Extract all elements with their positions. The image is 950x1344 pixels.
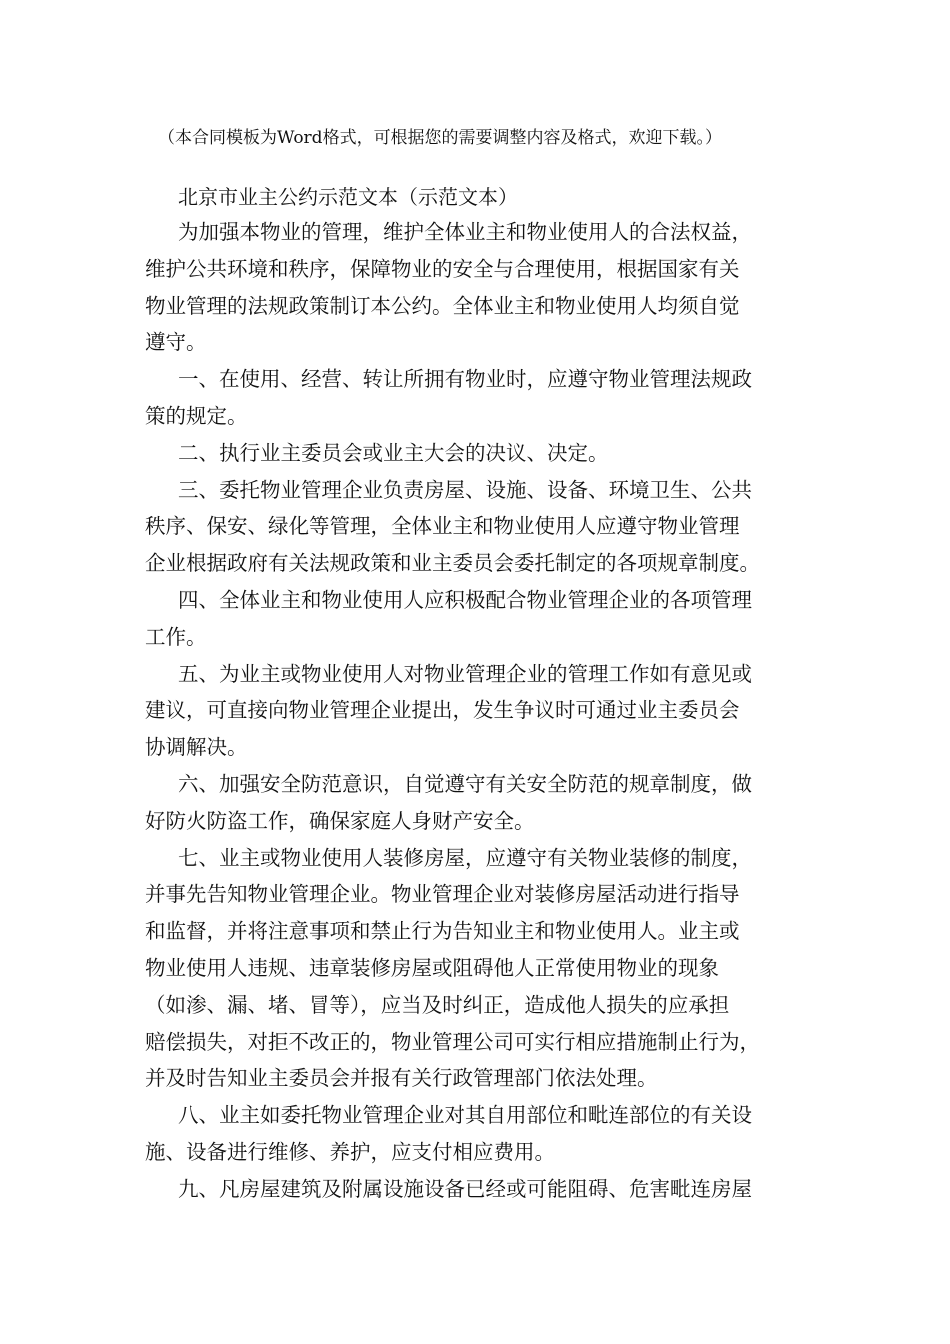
document-title: 北京市业主公约示范文本（示范文本） (178, 185, 518, 209)
paragraph-line: 遵守。 (145, 330, 207, 355)
clause-7-line: 并及时告知业主委员会并报有关行政管理部门依法处理。 (145, 1066, 658, 1091)
clause-8-line: 八、业主如委托物业管理企业对其自用部位和毗连部位的有关设 (178, 1103, 752, 1128)
document-body (145, 214, 805, 1208)
clause-7-line: 和监督，并将注意事项和禁止行为告知业主和物业使用人。业主或 (145, 919, 740, 944)
clause-6-line: 好防火防盗工作，确保家庭人身财产安全。 (145, 808, 535, 833)
clause-6-line: 六、加强安全防范意识，自觉遵守有关安全防范的规章制度，做 (178, 771, 752, 796)
paragraph-line: 物业管理的法规政策制订本公约。全体业主和物业使用人均须自觉 (145, 293, 740, 318)
clause-4-line: 四、全体业主和物业使用人应积极配合物业管理企业的各项管理 (178, 587, 752, 612)
clause-1-line: 策的规定。 (145, 403, 248, 428)
clause-5-line: 协调解决。 (145, 735, 248, 760)
paragraph-line: 维护公共环境和秩序，保障物业的安全与合理使用，根据国家有关 (145, 256, 740, 281)
clause-8-line: 施、设备进行维修、养护，应支付相应费用。 (145, 1139, 555, 1164)
paragraph-line: 为加强本物业的管理，维护全体业主和物业使用人的合法权益， (178, 220, 752, 244)
clause-5-line: 建议，可直接向物业管理企业提出，发生争议时可通过业主委员会 (145, 698, 740, 723)
clause-7-line: 并事先告知物业管理企业。物业管理企业对装修房屋活动进行指导 (145, 882, 740, 907)
clause-7-line: 七、业主或物业使用人装修房屋，应遵守有关物业装修的制度， (178, 845, 752, 870)
clause-9-line: 九、凡房屋建筑及附属设施设备已经或可能阻碍、危害毗连房屋 (178, 1176, 752, 1201)
clause-3-line: 秩序、保安、绿化等管理，全体业主和物业使用人应遵守物业管理 (145, 514, 740, 539)
clause-4-line: 工作。 (145, 624, 207, 649)
clause-3-line: 三、委托物业管理企业负责房屋、设施、设备、环境卫生、公共 (178, 477, 752, 502)
clause-1-line: 一、在使用、经营、转让所拥有物业时，应遵守物业管理法规政 (178, 367, 752, 392)
clause-2-line: 二、执行业主委员会或业主大会的决议、决定。 (178, 440, 609, 465)
clause-3-line: 企业根据政府有关法规政策和业主委员会委托制定的各项规章制度。 (145, 551, 760, 576)
clause-7-line: 赔偿损失，对拒不改正的，物业管理公司可实行相应措施制止行为， (145, 1029, 760, 1054)
clause-7-line: 物业使用人违规、违章装修房屋或阻碍他人正常使用物业的现象 (145, 955, 719, 980)
clause-7-line: （如渗、漏、堵、冒等），应当及时纠正，造成他人损失的应承担 (145, 992, 730, 1017)
template-note: （本合同模板为Word格式，可根据您的需要调整内容及格式，欢迎下载。） (158, 128, 723, 148)
clause-5-line: 五、为业主或物业使用人对物业管理企业的管理工作如有意见或 (178, 661, 752, 686)
